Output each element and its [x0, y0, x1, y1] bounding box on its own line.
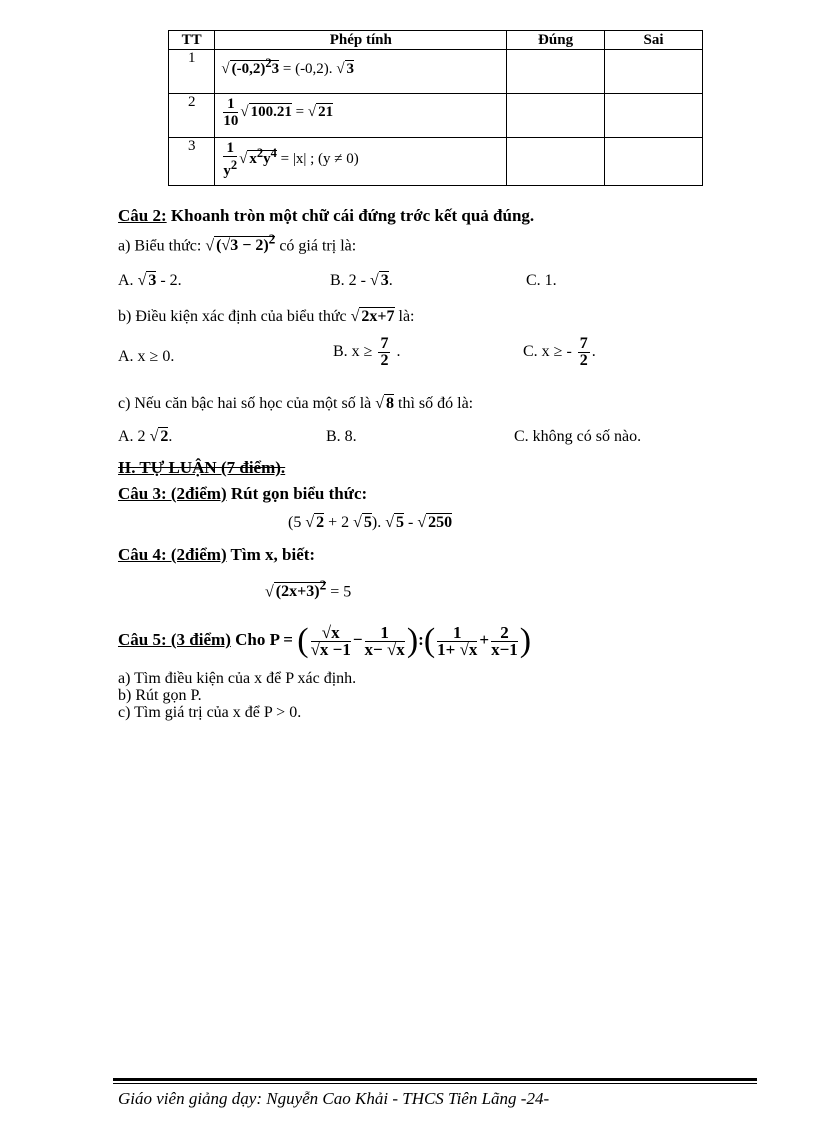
cau2-heading: Câu 2: Khoanh tròn một chữ cái đứng trớc kết quả đúng.: [118, 206, 535, 225]
header-phep-tinh: Phép tính: [215, 31, 507, 50]
cau2-c-option-a[interactable]: A. 2 √ 2.: [118, 428, 173, 445]
question-table: [168, 30, 703, 186]
cau2-b-question: b) Điều kiện xác định của biểu thức √ 2x+7 là:: [118, 308, 415, 325]
cau2-c-option-b[interactable]: B. 8.: [326, 428, 357, 445]
cau3-heading: Câu 3: (2điểm) Rút gọn biểu thức:: [118, 484, 368, 503]
cau3-expression: (5 √ 2 + 2 √ 5). √ 5 - √ 250: [288, 514, 453, 531]
cau2-c-question: c) Nếu căn bậc hai số học của một số là √ 8 thì số đó là:: [118, 395, 474, 412]
cau2-b-option-a[interactable]: A. x ≥ 0.: [118, 348, 175, 365]
footer-rule-thin: [113, 1083, 757, 1084]
row-number: 1: [169, 50, 215, 94]
sai-cell[interactable]: [605, 138, 703, 186]
dung-cell[interactable]: [507, 50, 605, 94]
list-item: a) Tìm điều kiện của x để P xác định.: [118, 670, 357, 687]
table-row: [169, 138, 703, 186]
header-tt: TT: [169, 31, 215, 50]
dung-cell[interactable]: [507, 138, 605, 186]
cau4-heading: Câu 4: (2điểm) Tìm x, biết:: [118, 545, 316, 564]
row-number: 2: [169, 94, 215, 138]
list-item: b) Rút gọn P.: [118, 687, 202, 704]
cau5-heading: Câu 5: (3 điểm) Cho P = ( $\frac{√x}{√x -1}$ − $\frac{1}{x- √x}$ ):( $\frac{1}{1+ √x}$ + $\frac{2}{x-1}$ ): [118, 622, 532, 660]
header-dung: Đúng: [507, 31, 605, 50]
cau2-a-option-b[interactable]: B. 2 - √ 3.: [330, 272, 393, 289]
cau5-items: [118, 670, 356, 721]
cau4-equation: √ $(2x+3)^2 = 5$: [265, 578, 352, 601]
dung-cell[interactable]: [507, 94, 605, 138]
footer-rule-thick: [113, 1078, 757, 1081]
table-header-row: [169, 31, 703, 50]
expression-cell: √ $(-0,2)^23 = (-0,2)$. √ 3: [215, 50, 507, 94]
header-sai: Sai: [605, 31, 703, 50]
cau2-b-option-c[interactable]: C. x ≥ - $\frac{7}{2}$ .: [523, 335, 596, 369]
part2-heading: II. TỰ LUẬN (7 điểm).: [118, 458, 286, 477]
table-row: [169, 94, 703, 138]
sai-cell[interactable]: [605, 50, 703, 94]
sai-cell[interactable]: [605, 94, 703, 138]
expression-cell: $\frac{1}{10}$ √ 100.21 = √ 21: [215, 94, 507, 138]
list-item: c) Tìm giá trị của x để P > 0.: [118, 704, 302, 721]
cau2-a-option-a[interactable]: A. √ 3 - 2.: [118, 272, 182, 289]
cau2-a-question: a) Biểu thức: √ $(√3 - 2)^2$ có giá trị là:: [118, 232, 357, 255]
cau2-c-option-c[interactable]: C. không có số nào.: [514, 428, 642, 445]
cau2-b-option-b[interactable]: B. x ≥ $\frac{7}{2}$ .: [333, 335, 401, 369]
cau2-a-option-c[interactable]: C. 1.: [526, 272, 557, 289]
row-number: 3: [169, 138, 215, 186]
page-footer: Giáo viên giảng dạy: Nguyễn Cao Khải - THCS Tiên Lãng -24-: [118, 1089, 550, 1108]
table-row: [169, 50, 703, 94]
expression-cell: $\frac{1}{y^2}$ √ $x^2y^4 = |x|$ ; (y ≠ 0): [215, 138, 507, 186]
